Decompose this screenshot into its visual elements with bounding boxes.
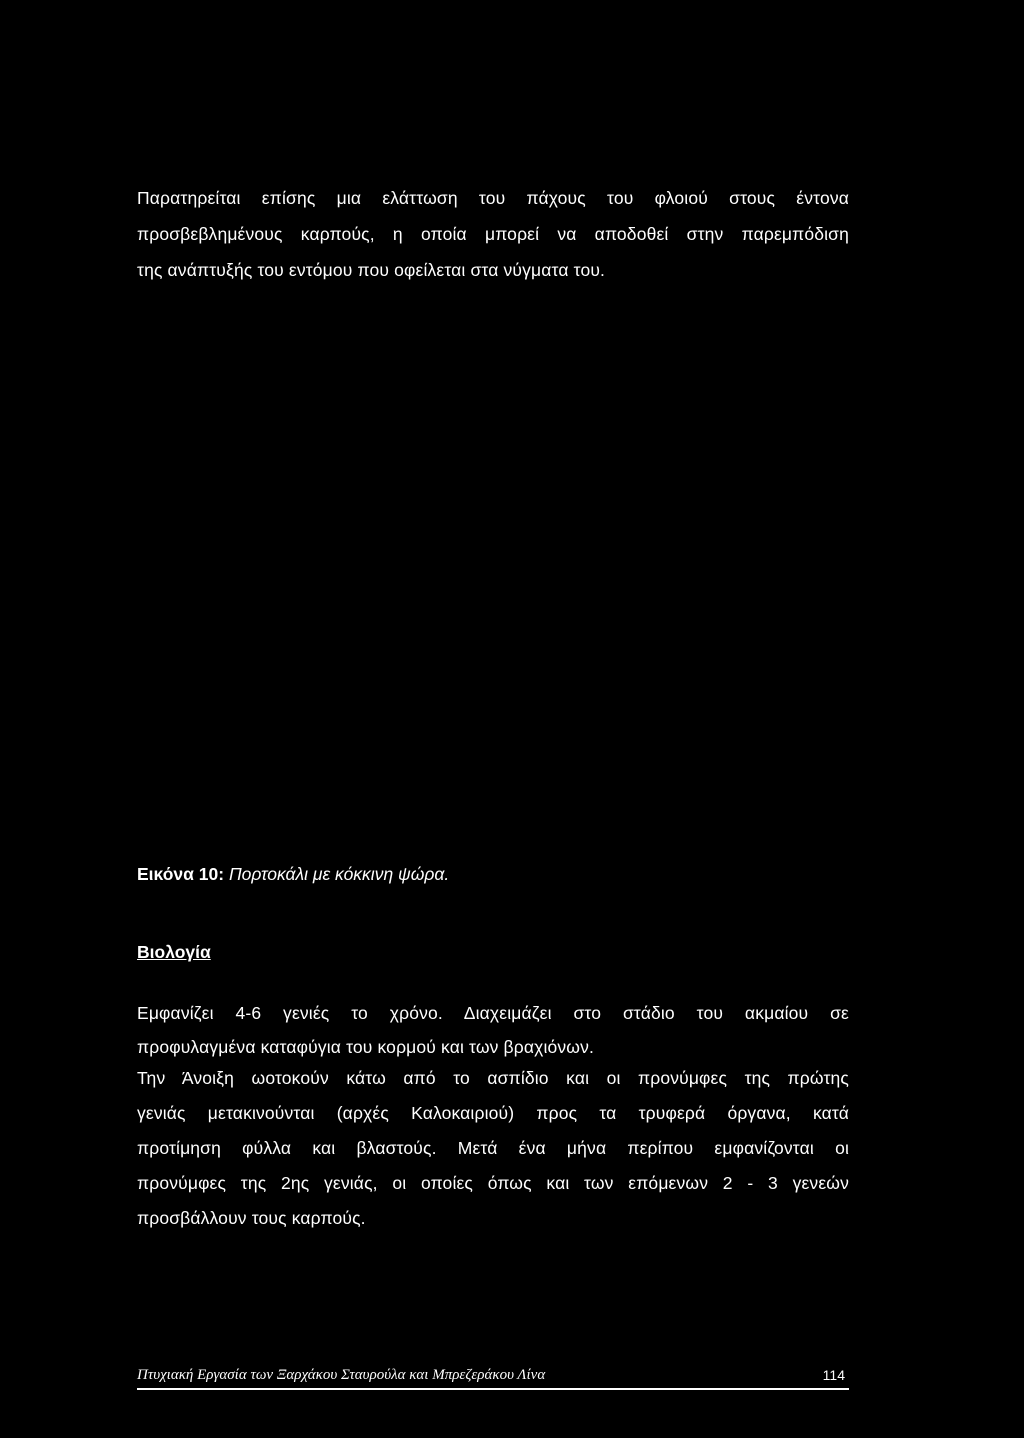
biology-line: γενιάς μετακινούνται (αρχές Καλοκαιριού) προς τα τρυφερά όργανα, κατά bbox=[137, 1103, 849, 1123]
intro-line: της ανάπτυξής του εντόμου που οφείλεται στα νύγματα του. bbox=[137, 260, 606, 280]
biology-line: προσβάλλουν τους καρπούς. bbox=[137, 1208, 366, 1228]
footer-text: Πτυχιακή Εργασία των Ξαρχάκου Σταυρούλα και Μπρεζεράκου Λίνα bbox=[137, 1367, 546, 1383]
figure-caption-text: Πορτοκάλι με κόκκινη ψώρα. bbox=[228, 864, 450, 884]
figure-caption bbox=[137, 860, 449, 888]
biology-paragraph-1 bbox=[137, 996, 849, 1064]
intro-line: προσβεβλημένους καρπούς, η οποία μπορεί να αποδοθεί στην παρεμπόδιση bbox=[137, 224, 849, 244]
section-heading: Βιολογία bbox=[137, 942, 211, 962]
biology-paragraph-2 bbox=[137, 1061, 849, 1236]
biology-line: προνύμφες της 2ης γενιάς, οι οποίες όπως και των επόμενων 2 - 3 γενεών bbox=[137, 1173, 849, 1193]
biology-line: προφυλαγμένα καταφύγια του κορμού και των βραχιόνων. bbox=[137, 1037, 595, 1057]
page-number: 114 bbox=[822, 1367, 845, 1383]
intro-line: Παρατηρείται επίσης μια ελάττωση του πάχους του φλοιού στους έντονα bbox=[137, 188, 849, 208]
biology-line: προτίμηση φύλλα και βλαστούς. Μετά ένα μήνα περίπου εμφανίζονται οι bbox=[137, 1138, 849, 1158]
page-footer bbox=[137, 1365, 849, 1390]
biology-line: Την Άνοιξη ωοτοκούν κάτω από το ασπίδιο και οι προνύμφες της πρώτης bbox=[137, 1068, 849, 1088]
intro-paragraph bbox=[137, 180, 849, 288]
biology-line: Εμφανίζει 4-6 γενιές το χρόνο. Διαχειμάζει στο στάδιο του ακμαίου σε bbox=[137, 1003, 849, 1023]
figure-label: Εικόνα 10: bbox=[137, 864, 225, 884]
